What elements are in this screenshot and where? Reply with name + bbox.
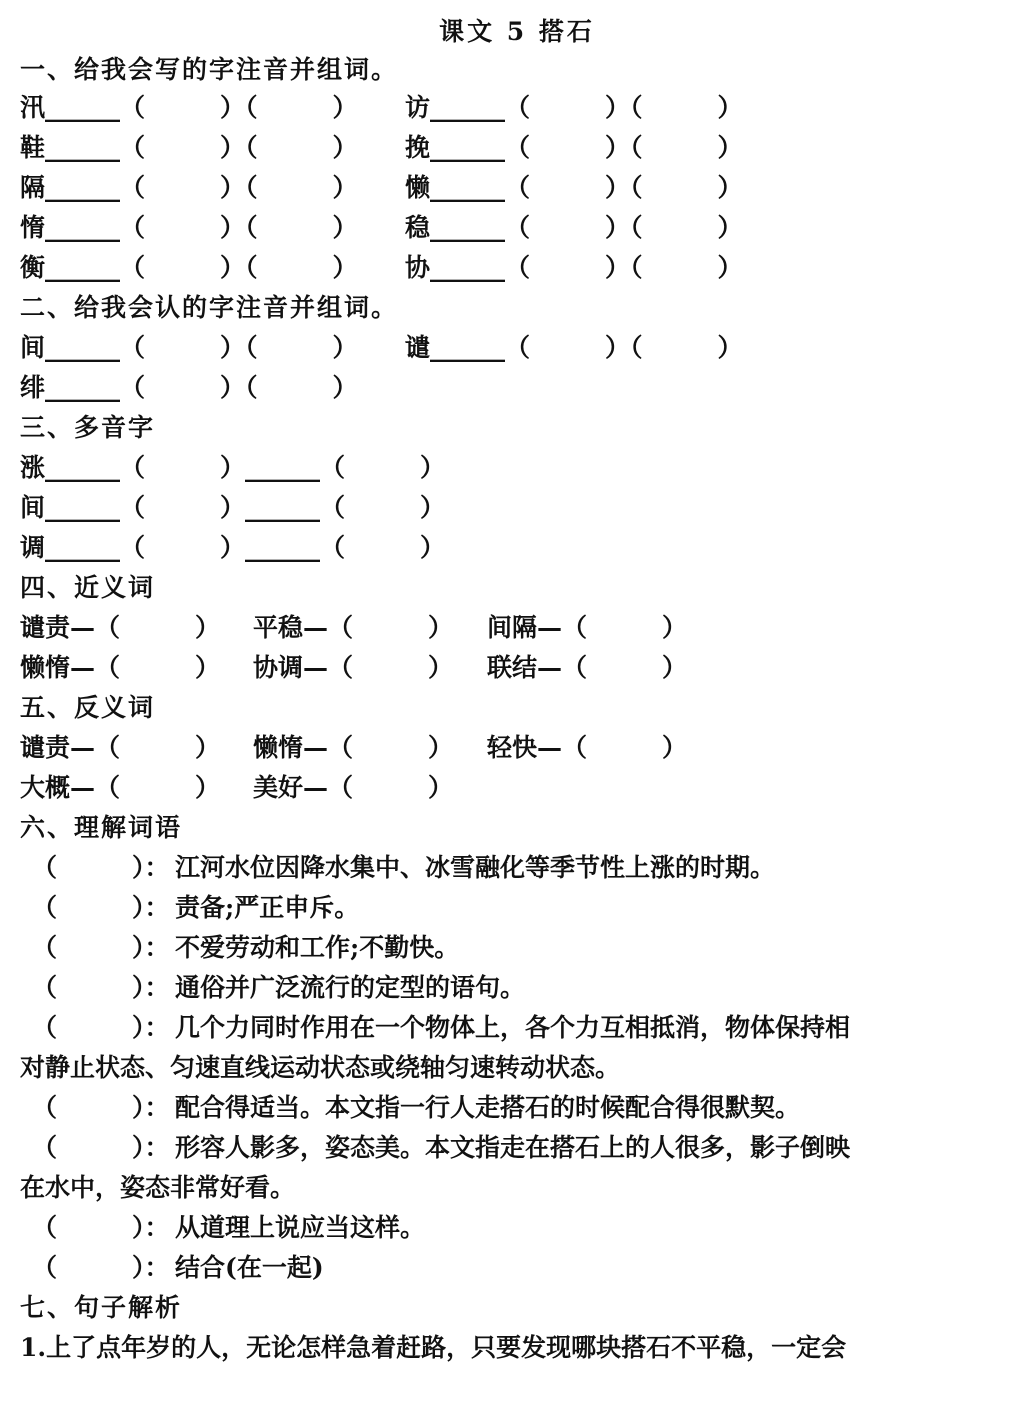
definition-text: 从道理上说应当这样。 — [175, 1213, 426, 1242]
answer-blank: （ ）： — [32, 1093, 170, 1122]
definition-text: 结合(在一起) — [175, 1253, 324, 1282]
page-title: 课文 5 搭石 — [439, 17, 595, 46]
answer-blank: （ ）： — [32, 1253, 170, 1282]
answer-blank: （ ）： — [32, 1013, 170, 1042]
char-item: 汛______（ ）（ ） — [20, 93, 358, 122]
section-6-heading: 六、理解词语 — [20, 813, 183, 842]
definition-row — [20, 848, 1020, 888]
section-3-heading: 三、多音字 — [20, 413, 156, 442]
synonym-item: 协调—（ ） — [253, 653, 454, 682]
section-1-heading: 一、给我会写的字注音并组词。 — [20, 55, 399, 84]
definition-row — [20, 1008, 1020, 1048]
answer-blank: （ ）： — [32, 1133, 170, 1162]
antonym-item: 谴责—（ ） — [20, 733, 221, 762]
synonym-item: 间隔—（ ） — [487, 613, 688, 642]
section-5-heading: 五、反义词 — [20, 693, 156, 722]
answer-blank: （ ）： — [32, 973, 170, 1002]
definition-row — [20, 888, 1020, 928]
section-2-row — [20, 328, 1020, 368]
synonym-row — [20, 648, 1020, 688]
definition-row — [20, 1088, 1020, 1128]
polyphone-row: 涨______（ ）______（ ） — [20, 453, 446, 482]
section-1-row — [20, 88, 1020, 128]
char-item: 衡______（ ）（ ） — [20, 253, 358, 282]
definition-text: 配合得适当。本文指一行人走搭石的时候配合得很默契。 — [175, 1093, 801, 1122]
synonym-row — [20, 608, 1020, 648]
char-item: 稳______（ ）（ ） — [405, 213, 743, 242]
antonym-item: 懒惰—（ ） — [253, 733, 454, 762]
polyphone-row: 调______（ ）______（ ） — [20, 533, 446, 562]
definition-row — [20, 968, 1020, 1008]
char-item: 谴______（ ）（ ） — [405, 333, 743, 362]
char-item: 惰______（ ）（ ） — [20, 213, 358, 242]
section-1-row — [20, 168, 1020, 208]
section-1-row — [20, 128, 1020, 168]
definition-row — [20, 928, 1020, 968]
char-item: 协______（ ）（ ） — [405, 253, 743, 282]
section-2-heading: 二、给我会认的字注音并组词。 — [20, 293, 399, 322]
section-4-heading: 四、近义词 — [20, 573, 156, 602]
section-7-heading: 七、句子解析 — [20, 1293, 183, 1322]
synonym-item: 懒惰—（ ） — [20, 653, 221, 682]
synonym-item: 联结—（ ） — [487, 653, 688, 682]
answer-blank: （ ）： — [32, 933, 170, 962]
char-item: 挽______（ ）（ ） — [405, 133, 743, 162]
definition-text: 通俗并广泛流行的定型的语句。 — [175, 973, 526, 1002]
definition-text: 形容人影多，姿态美。本文指走在搭石上的人很多，影子倒映 — [175, 1133, 851, 1162]
char-item: 鞋______（ ）（ ） — [20, 133, 358, 162]
definition-text: 江河水位因降水集中、冰雪融化等季节性上涨的时期。 — [175, 853, 776, 882]
section-1-row — [20, 208, 1020, 248]
antonym-row — [20, 728, 1020, 768]
definition-continuation: 对静止状态、匀速直线运动状态或绕轴匀速转动状态。 — [20, 1053, 621, 1082]
char-item: 间______（ ）（ ） — [20, 333, 358, 362]
definition-continuation: 在水中，姿态非常好看。 — [20, 1173, 296, 1202]
char-item: 访______（ ）（ ） — [405, 93, 743, 122]
polyphone-row: 间______（ ）______（ ） — [20, 493, 446, 522]
section-1-row — [20, 248, 1020, 288]
answer-blank: （ ）： — [32, 1213, 170, 1242]
synonym-item: 谴责—（ ） — [20, 613, 221, 642]
antonym-item: 轻快—（ ） — [487, 733, 688, 762]
definition-row — [20, 1208, 1020, 1248]
char-item: 绯______（ ）（ ） — [20, 373, 358, 402]
antonym-item: 美好—（ ） — [253, 773, 454, 802]
definition-text: 几个力同时作用在一个物体上，各个力互相抵消，物体保持相 — [175, 1013, 851, 1042]
antonym-item: 大概—（ ） — [20, 773, 221, 802]
definition-row — [20, 1128, 1020, 1168]
answer-blank: （ ）： — [32, 893, 170, 922]
section-2-row — [20, 368, 1020, 408]
answer-blank: （ ）： — [32, 853, 170, 882]
definition-row — [20, 1248, 1020, 1288]
char-item: 隔______（ ）（ ） — [20, 173, 358, 202]
definition-text: 不爱劳动和工作;不勤快。 — [175, 933, 460, 962]
synonym-item: 平稳—（ ） — [253, 613, 454, 642]
definition-text: 责备;严正申斥。 — [175, 893, 360, 922]
antonym-row — [20, 768, 1020, 808]
char-item: 懒______（ ）（ ） — [405, 173, 743, 202]
sentence-item: 1.上了点年岁的人，无论怎样急着赶路，只要发现哪块搭石不平稳，一定会 — [20, 1333, 847, 1362]
